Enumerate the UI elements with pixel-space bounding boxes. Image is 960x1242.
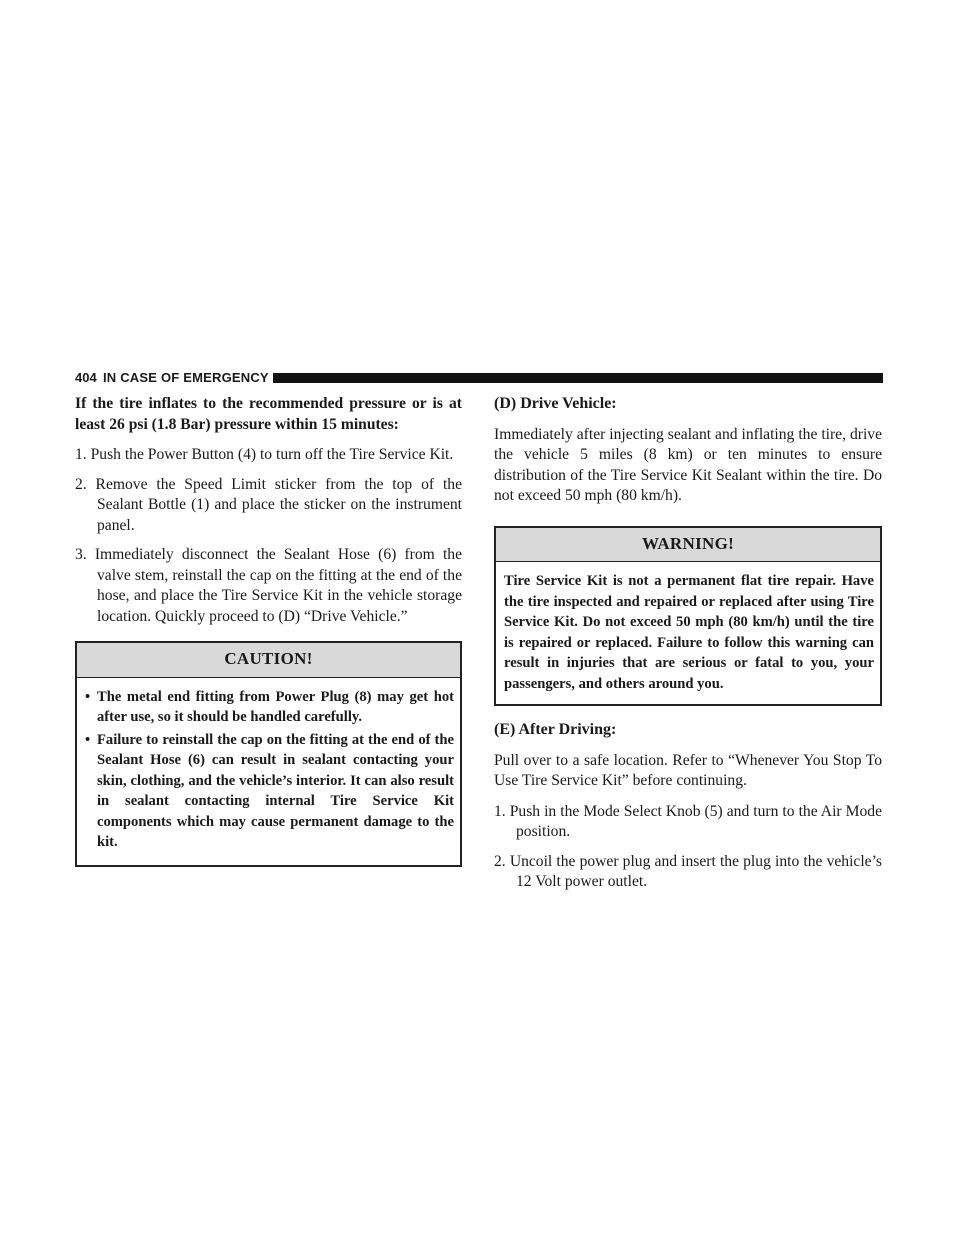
warning-body: Tire Service Kit is not a permanent flat tire repair. Have the tire inspected and repaired or replaced after using Tire Service Kit. Do not exceed 50 mph (80 km/h) until the tire is repaired or replaced. Failure to follow this warning can result in injuries that are serious or fatal to you, your passengers, and others around you.	[504, 573, 874, 692]
drive-vehicle-text: Immediately after injecting sealant and inflating the tire, drive the vehicle 5 miles (8 km) or ten minutes to ensure distribution of the Tire Service Kit Sealant within the tire. Do not exceed 50 mph (80 km/h).	[494, 425, 882, 504]
drive-vehicle-heading: (D) Drive Vehicle:	[494, 395, 617, 412]
caution-body	[77, 678, 460, 865]
warning-box	[494, 526, 882, 707]
caution-title: CAUTION!	[77, 643, 460, 678]
step-2: 2. Remove the Speed Limit sticker from the top of the Sealant Bottle (1) and place the sticker on the instrument panel.	[75, 475, 462, 534]
step-1: 1. Push the Power Button (4) to turn off the Tire Service Kit.	[75, 446, 454, 463]
caution-bullet-text: The metal end fitting from Power Plug (8) may get hot after use, so it should be handled carefully.	[97, 688, 454, 725]
caution-bullet-text: Failure to reinstall the cap on the fitting at the end of the Sealant Hose (6) can result in sealant contacting your skin, clothing, and the vehicle’s interior. It can also result in sealant contacting internal Tire Service Kit components which may cause permanent damage to the kit.	[97, 731, 454, 850]
lead-paragraph: If the tire inflates to the recommended pressure or is at least 26 psi (1.8 Bar) pressure within 15 minutes:	[75, 395, 462, 433]
bullet-icon: •	[85, 688, 91, 705]
warning-title: WARNING!	[496, 528, 880, 563]
after-step-2: 2. Uncoil the power plug and insert the plug into the vehicle’s 12 Volt power outlet.	[494, 852, 882, 890]
section-title: IN CASE OF EMERGENCY	[103, 370, 269, 385]
after-driving-text: Pull over to a safe location. Refer to “Whenever You Stop To Use Tire Service Kit” before continuing.	[494, 751, 882, 789]
step-3: 3. Immediately disconnect the Sealant Hose (6) from the valve stem, reinstall the cap on the fitting at the end of the hose, and place the Tire Service Kit in the vehicle storage location. Quickly proceed to (D) “Drive Vehicle.”	[75, 546, 462, 625]
caution-bullet-2	[85, 730, 454, 853]
caution-bullet-1	[85, 687, 454, 728]
page-number: 404	[75, 370, 97, 385]
right-column	[494, 394, 882, 902]
page-header	[75, 370, 883, 386]
header-rule	[273, 373, 883, 383]
caution-box	[75, 641, 462, 867]
after-driving-heading: (E) After Driving:	[494, 721, 617, 738]
bullet-icon: •	[85, 731, 91, 748]
left-column	[75, 394, 462, 867]
after-step-1: 1. Push in the Mode Select Knob (5) and turn to the Air Mode position.	[494, 802, 882, 840]
